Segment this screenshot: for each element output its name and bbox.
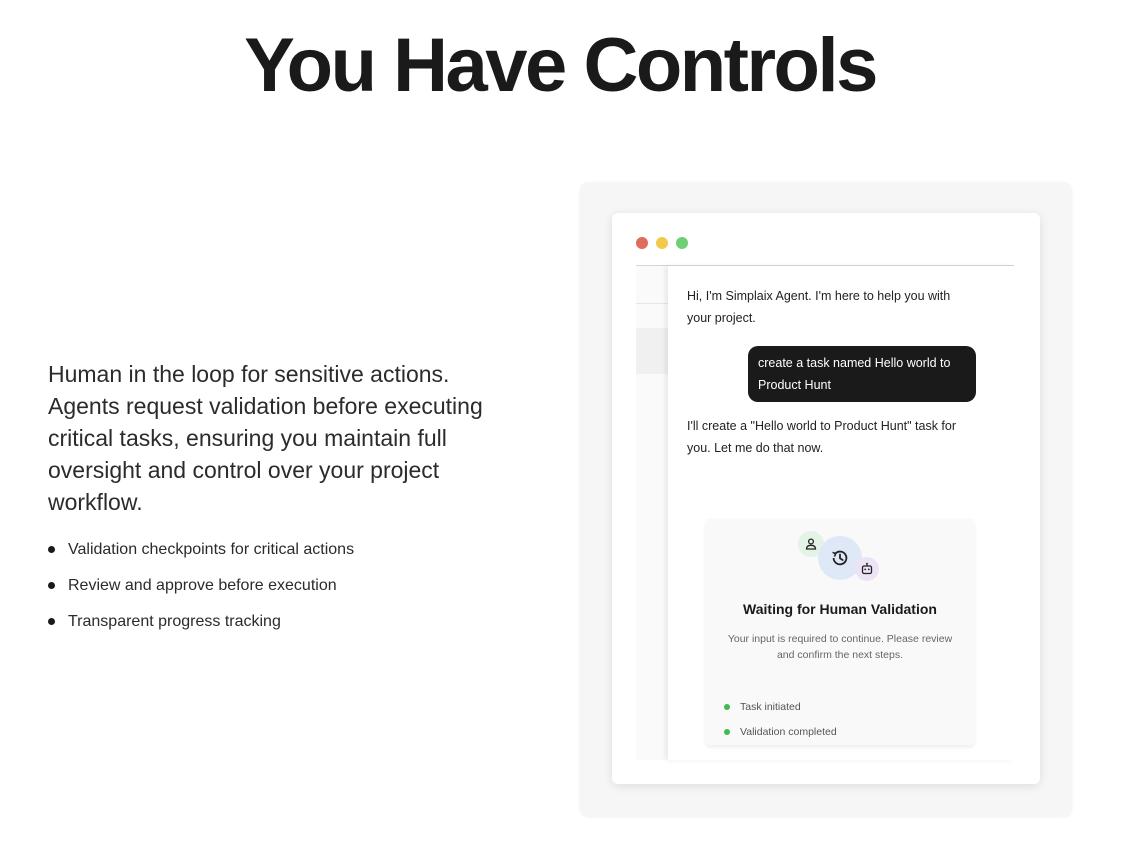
app-mockup-frame — [580, 182, 1072, 816]
sidebar — [636, 266, 668, 760]
sidebar-divider — [636, 303, 668, 304]
feature-list — [48, 540, 518, 632]
intro-description: Human in the loop for sensitive actions. Agents request validation before executing critical tasks, ensuring you maintain full oversight and control over your project workflow. — [48, 361, 483, 515]
page-title: You Have Controls — [244, 23, 876, 108]
app-window — [612, 213, 1040, 784]
validation-card — [706, 519, 974, 745]
status-item: Task initiated — [724, 700, 801, 714]
maximize-window-button[interactable] — [676, 237, 688, 249]
validation-text: Your input is required to continue. Please review and confirm the next steps. — [727, 633, 953, 661]
minimize-window-button[interactable] — [656, 237, 668, 249]
feature-item: Review and approve before execution — [48, 576, 518, 596]
agent-message: I'll create a "Hello world to Product Hunt" task for you. Let me do that now. — [687, 419, 957, 455]
feature-item: Transparent progress tracking — [48, 612, 518, 632]
window-controls — [636, 237, 688, 249]
validation-title: Waiting for Human Validation — [743, 601, 937, 617]
close-window-button[interactable] — [636, 237, 648, 249]
intro-section — [48, 358, 518, 648]
status-item: Validation completed — [724, 725, 837, 739]
sidebar-item[interactable] — [636, 328, 668, 374]
user-message: create a task named Hello world to Product Hunt — [748, 346, 976, 402]
robot-icon — [855, 557, 879, 581]
chat-panel — [668, 266, 1014, 760]
agent-message: Hi, I'm Simplaix Agent. I'm here to help you with your project. — [687, 289, 951, 325]
feature-item: Validation checkpoints for critical actions — [48, 540, 518, 560]
